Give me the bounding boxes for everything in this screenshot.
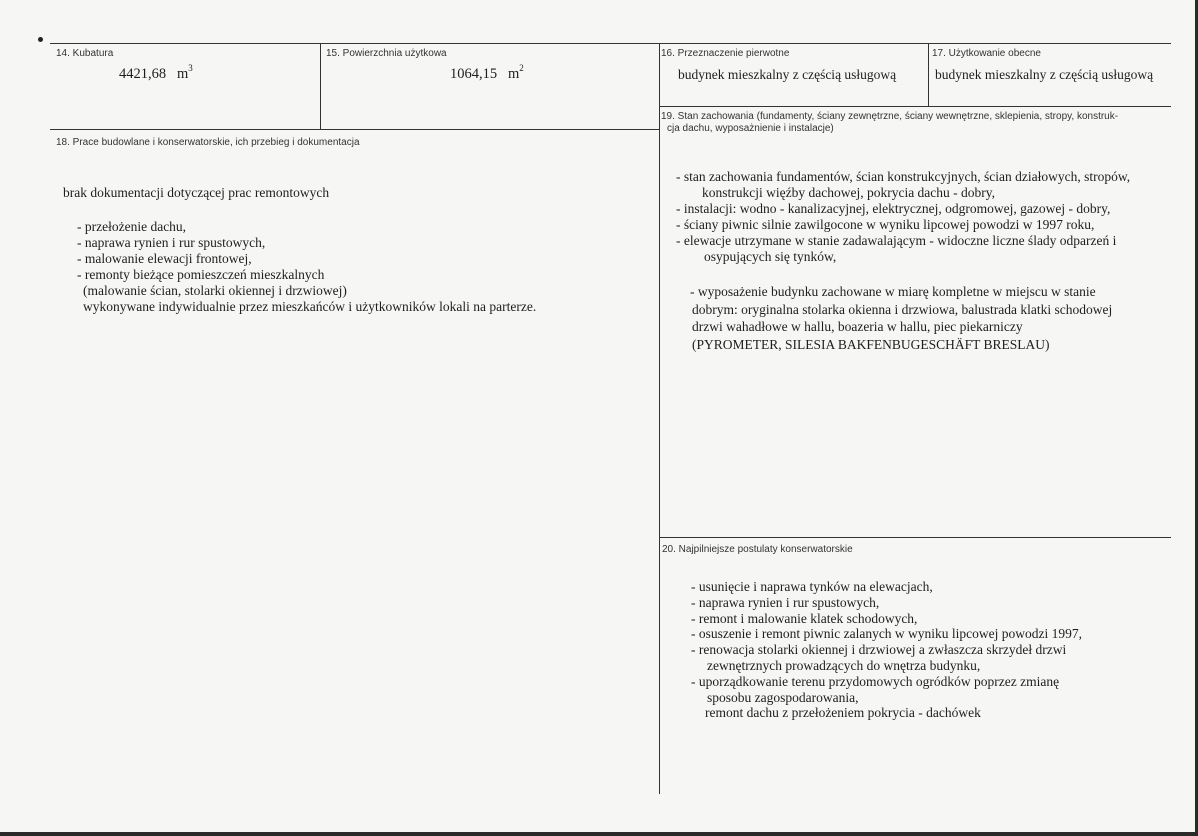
field-16-label: 16. Przeznaczenie pierwotne [661, 48, 790, 59]
list-item: - osuszenie i remont piwnic zalanych w wyniku lipcowej powodzi 1997, [691, 626, 1083, 642]
list-item: - instalacji: wodno - kanalizacyjnej, elektrycznej, odgromowej, gazowej - dobry, [676, 201, 1111, 216]
list-item: konstrukcji więźby dachowej, pokrycia dachu - dobry, [702, 185, 996, 200]
field-18-intro: brak dokumentacji dotyczącej prac remontowych [63, 185, 330, 200]
field-19-list [676, 169, 1130, 265]
rule-v-f14-f15 [320, 43, 321, 129]
field-15-unit: m [508, 66, 520, 82]
list-item: zewnętrznych prowadzących do wnętrza budynku, [707, 657, 981, 673]
list-item: - naprawa rynien i rur spustowych, [77, 235, 266, 250]
list-item: - remonty bieżące pomieszczeń mieszkalnych [77, 267, 325, 282]
rule-row1-left [50, 129, 659, 130]
margin-dot [38, 37, 43, 42]
field-20-label: 20. Najpilniejsze postulaty konserwatorskie [662, 544, 853, 555]
list-item: - usunięcie i naprawa tynków na elewacjach, [691, 579, 933, 594]
page-edge-bottom [0, 832, 1198, 836]
rule-v-main [659, 43, 660, 794]
list-item: remont dachu z przełożeniem pokrycia - dachówek [705, 705, 981, 721]
list-item: dobrym: oryginalna stolarka okienna i drzwiowa, balustrada klatki schodowej [692, 301, 1113, 317]
field-15-label: 15. Powierzchnia użytkowa [326, 48, 447, 59]
field-18-label: 18. Prace budowlane i konserwatorskie, ich przebieg i dokumentacja [56, 137, 360, 148]
field-15-value [450, 63, 524, 83]
list-item: - stan zachowania fundamentów, ścian konstrukcyjnych, ścian działowych, stropów, [676, 169, 1131, 184]
field-20-list [691, 579, 1082, 721]
rule-row1-right [659, 106, 1171, 107]
field-14-unit: m [177, 66, 189, 82]
field-19-label-line1: 19. Stan zachowania (fundamenty, ściany zewnętrzne, ściany wewnętrzne, sklepienia, stropy, konstruk- [661, 111, 1119, 122]
field-14-number: 4421,68 [119, 66, 167, 82]
field-19-equipment [690, 283, 1112, 353]
field-14-value [119, 63, 193, 83]
rule-top [50, 43, 1171, 44]
list-item: drzwi wahadłowe w hallu, boazeria w hallu, piec piekarniczy [692, 319, 1023, 334]
list-item: osypujących się tynków, [704, 249, 837, 264]
field-18-list [63, 219, 536, 315]
field-15-unit-exp: 2 [519, 63, 524, 73]
list-item: (PYROMETER, SILESIA BAKFENBUGESCHÄFT BRESLAU) [692, 336, 1050, 352]
rule-f20-top [659, 537, 1171, 538]
list-item: - uporządkowanie terenu przydomowych ogródków poprzez zmianę [691, 673, 1060, 689]
list-item: - przełożenie dachu, [77, 219, 187, 234]
field-17-value: budynek mieszkalny z częścią usługową [935, 67, 1154, 82]
field-14-unit-exp: 3 [188, 63, 193, 73]
field-15-number: 1064,15 [450, 66, 498, 82]
list-item: sposobu zagospodarowania, [707, 689, 859, 705]
list-item: - remont i malowanie klatek schodowych, [691, 610, 918, 626]
rule-v-f16-f17 [928, 43, 929, 106]
field-19-label-line2: cja dachu, wyposażnienie i instalacje) [667, 123, 834, 134]
list-item: - renowacja stolarki okiennej i drzwiowej a zwłaszcza skrzydeł drzwi [691, 642, 1067, 658]
list-item: wykonywane indywidualnie przez mieszkańców i użytkowników lokali na parterze. [83, 299, 537, 314]
list-item: - ściany piwnic silnie zawilgocone w wyniku lipcowej powodzi w 1997 roku, [676, 217, 1095, 232]
field-16-value: budynek mieszkalny z częścią usługową [678, 67, 897, 82]
list-item: (malowanie ścian, stolarki okiennej i drzwiowej) [83, 283, 347, 298]
list-item: - naprawa rynien i rur spustowych, [691, 594, 880, 610]
list-item: - wyposażenie budynku zachowane w miarę kompletne w miejscu w stanie [690, 284, 1096, 299]
list-item: - elewacje utrzymane w stanie zadawalającym - widoczne liczne ślady odparzeń i [676, 233, 1117, 248]
field-19-label [661, 111, 1171, 135]
field-14-label: 14. Kubatura [56, 48, 114, 59]
field-17-label: 17. Użytkowanie obecne [932, 48, 1041, 59]
list-item: - malowanie elewacji frontowej, [77, 251, 252, 266]
